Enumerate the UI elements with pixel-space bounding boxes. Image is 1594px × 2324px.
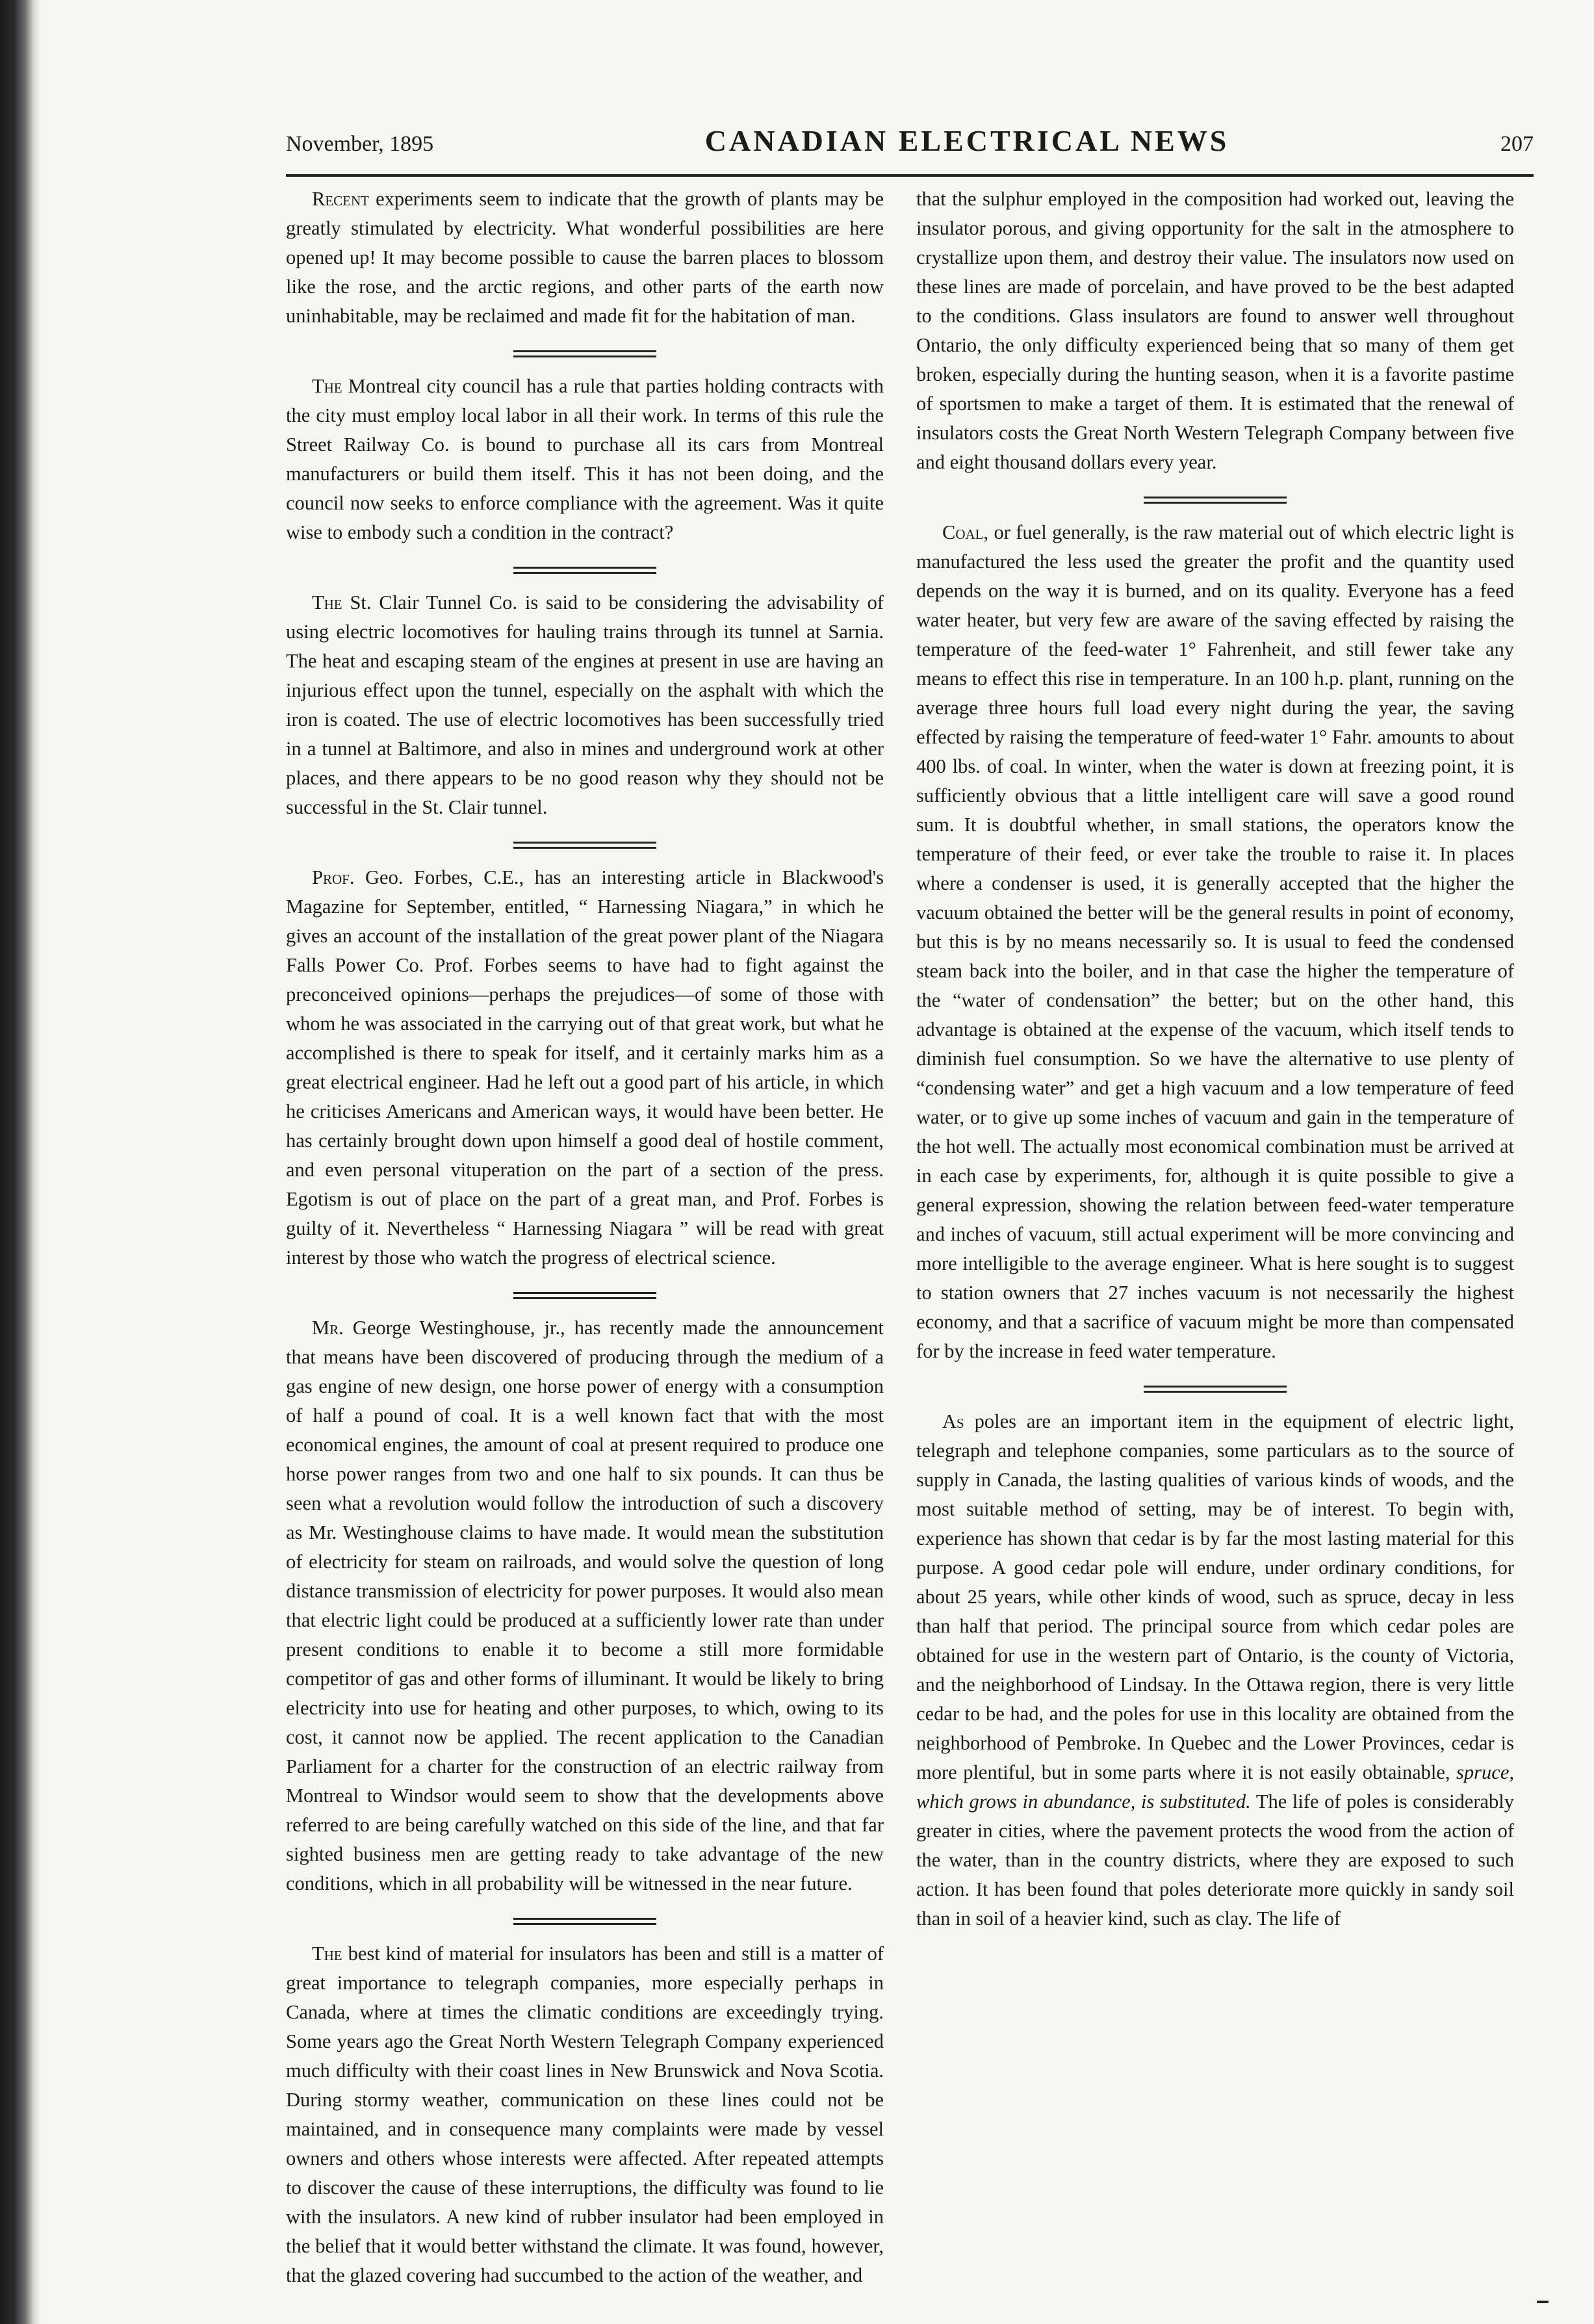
issue-date: November, 1895 [286,132,434,156]
article-forbes [286,863,884,1272]
article-body: or fuel generally, is the raw material out of which electric light is manufactured the less used the greater the profit and the quantity used depends on the way it is burned, and on its quality. Everyone has a feed water heater, but very few are aware of the saving effected by raising the temperature of the feed-water 1° Fahrenheit, and still fewer take any means to effect this rise in temperature. In an 100 h.p. plant, running on the average three hours full load every night during the year, the saving effected by raising the temperature of feed-water 1° Fahr. amounts to about 400 lbs. of coal. In winter, when the water is down at freezing point, it is sufficiently obvious that a little intelligent care will save a good round sum. It is doubtful whether, in small stations, the operators know the temperature of their feed, or ever take the trouble to raise it. In places where a condenser is used, it is generally accepted that the higher the vacuum obtained the better will be the general results in point of economy, but this is by no means necessarily so. It is usual to feed the condensed steam back into the boiler, and in that case the higher the temperature of the “water of condensation” the better; but on the other hand, this advantage is obtained at the expense of the vacuum, which itself tends to diminish fuel consumption. So we have the alternative to use plenty of “condensing water” and get a high vacuum and a low temperature of feed water, or to give up some inches of vacuum and gain in the temperature of the hot well. The actually most economical combination must be arrived at in each case by experiments, for, although it is quite possible to give a general expression, showing the relation between feed-water temperature and inches of vacuum, still actual experiment will be more convincing and more intelligible to the average engineer. What is here sought is to suggest to station owners that 27 inches vacuum is not necessarily the highest economy, and that a sacrifice of vacuum might be more than compensated for by the increase in feed water temperature. [916,521,1514,1362]
article-lead: As [942,1410,964,1432]
article-body: Montreal city council has a rule that parties holding contracts with the city must employ local labor in all their work. In terms of this rule the Street Railway Co. is bound to purchase all its cars from Montreal manufacturers or build them itself. This it has not been doing, and the council now seeks to enforce compliance with the agreement. Was it quite wise to embody such a condition in the contract? [286,375,884,543]
article-lead: The [312,591,342,613]
article-body: experiments seem to indicate that the growth of plants may be greatly stimulated by electricity. What wonderful possibilities are here opened up! It may become possible to cause the barren places to blossom like the rose, and the arctic regions, and other parts of the earth now uninhabitable, may be reclaimed and made fit for the habitation of man. [286,188,884,327]
article-body: best kind of material for insulators has been and still is a matter of great importance to telegraph companies, more especially perhaps in Canada, where at times the climatic conditions are exceedingly trying. Some years ago the Great North Western Telegraph Company experienced much difficulty with their coast lines in New Brunswick and Nova Scotia. During stormy weather, communication on these lines could not be maintained, and in consequence many complaints were made by vessel owners and others whose interests were affected. After repeated attempts to discover the cause of these interruptions, the difficulty was found to lie with the insulators. A new kind of rubber insulator had been employed in the belief that it would better withstand the climate. It was found, however, that the glazed covering had succumbed to the action of the weather, and [286,1943,884,2286]
page-number: 207 [1500,132,1534,156]
section-divider [513,350,656,352]
article-body: poles are an important item in the equipment of electric light, telegraph and telephone companies, some particulars as to the source of supply in Canada, the lasting qualities of various kinds of woods, and the most suitable method of setting, may be of interest. To begin with, experience has shown that cedar is by far the most lasting material for this purpose. A good cedar pole will endure, under ordinary conditions, for about 25 years, while other kinds of wood, such as spruce, decay in less than half that period. The principal source from which cedar poles are obtained for use in the western part of Ontario, is the county of Victoria, and the neighborhood of Lindsay. In the Ottawa region, there is very little cedar to be had, and the poles for use in this locality are obtained from the neighborhood of Pembroke. In Quebec and the Lower Provinces, cedar is more plentiful, but in some parts where it is not easily obtainable, [916,1410,1514,1783]
article-lead: Recent [312,188,369,210]
article-westinghouse [286,1313,884,1898]
corner-mark [1537,2301,1549,2303]
section-divider [1144,1386,1287,1388]
article-insulators [286,1939,884,2290]
section-divider [513,567,656,569]
article-coal [916,518,1514,1366]
article-body: Geo. Forbes, C.E., has an interesting article in Blackwood's Magazine for September, entitled, “ Harnessing Niagara,” in which he gives an account of the installation of the great power plant of the Niagara Falls Power Co. Prof. Forbes seems to have had to fight against the preconceived opinions—perhaps the prejudices—of some of those with whom he was associated in the carrying out of that great work, but what he accomplished is there to speak for itself, and it certainly marks him as a great electrical engineer. Had he left out a good part of his article, in which he criticises Americans and American ways, it would have been better. He has certainly brought down upon himself a good deal of hostile comment, and even personal vituperation on the part of a section of the press. Egotism is out of place on the part of a great man, and Prof. Forbes is guilty of it. Nevertheless “ Harnessing Niagara ” will be read with great interest by those who watch the progress of electrical science. [286,866,884,1269]
article-lead: The [312,1943,342,1965]
article-tunnel [286,588,884,822]
header-rule [286,174,1534,177]
section-divider [513,842,656,844]
publication-title: CANADIAN ELECTRICAL NEWS [704,124,1229,157]
article-plants [286,185,884,331]
article-insulators-continued: that the sulphur employed in the composition had worked out, leaving the insulator porous, and giving opportunity for the salt in the atmosphere to crystallize upon them, and destroy their value. The insulators now used on these lines are made of porcelain, and have proved to be the best adapted to the conditions. Glass insulators are found to answer well throughout Ontario, the only difficulty experienced being that so many of them get broken, especially during the hunting season, when it is a favorite pastime of sportsmen to make a target of them. It is estimated that the renewal of insulators costs the Great North Western Telegraph Company between five and eight thousand dollars every year. [916,188,1514,473]
page-binding-edge [0,0,40,2324]
article-lead: Coal, [942,521,989,543]
article-italic-passage: spruce, which grows in abundance, is substituted. [916,1761,1514,1813]
article-lead: The [312,375,342,397]
section-divider [513,1292,656,1294]
article-poles [916,1407,1514,1933]
right-column [916,185,1514,1933]
section-divider [1144,497,1287,498]
article-lead: Mr. [312,1317,344,1339]
article-lead: Prof. [312,866,355,888]
left-column [286,185,884,2290]
section-divider [513,1918,656,1920]
article-body: George Westinghouse, jr., has recently made the announcement that means have been discovered of producing through the medium of a gas engine of new design, one horse power of energy with a consumption of half a pound of coal. It is a well known fact that with the most economical engines, the amount of coal at present required to produce one horse power ranges from two and one half to six pounds. It can thus be seen what a revolution would follow the introduction of such a discovery as Mr. Westinghouse claims to have made. It would mean the substitution of electricity for steam on railroads, and would solve the question of long distance transmission of electricity for power purposes. It would also mean that electric light could be produced at a sufficiently lower rate than under present conditions to enable it to become a still more formidable competitor of gas and other forms of illuminant. It would be likely to bring electricity into use for heating and other purposes, to which, owing to its cost, it cannot now be applied. The recent application to the Canadian Parliament for a charter for the construction of an electric railway from Montreal to Windsor would seem to show that the developments above referred to are being carefully watched on this side of the line, and that far sighted business men are getting ready to take advantage of the new conditions, which in all probability will be witnessed in the near future. [286,1317,884,1894]
page-header [286,123,1534,169]
article-montreal [286,372,884,547]
article-body: St. Clair Tunnel Co. is said to be considering the advisability of using electric locomotives for hauling trains through its tunnel at Sarnia. The heat and escaping steam of the engines at present in use are having an injurious effect upon the tunnel, especially on the asphalt with which the iron is coated. The use of electric locomotives has been successfully tried in a tunnel at Baltimore, and also in mines and underground work at other places, and there appears to be no good reason why they should not be successful in the St. Clair tunnel. [286,591,884,818]
article-body-continued: The life of poles is considerably greater in cities, where the pavement protects the wood from the action of the water, than in the country districts, where they are exposed to such action. It has been found that poles deteriorate more quickly in sandy soil than in soil of a heavier kind, such as clay. The life of [916,1790,1514,1930]
